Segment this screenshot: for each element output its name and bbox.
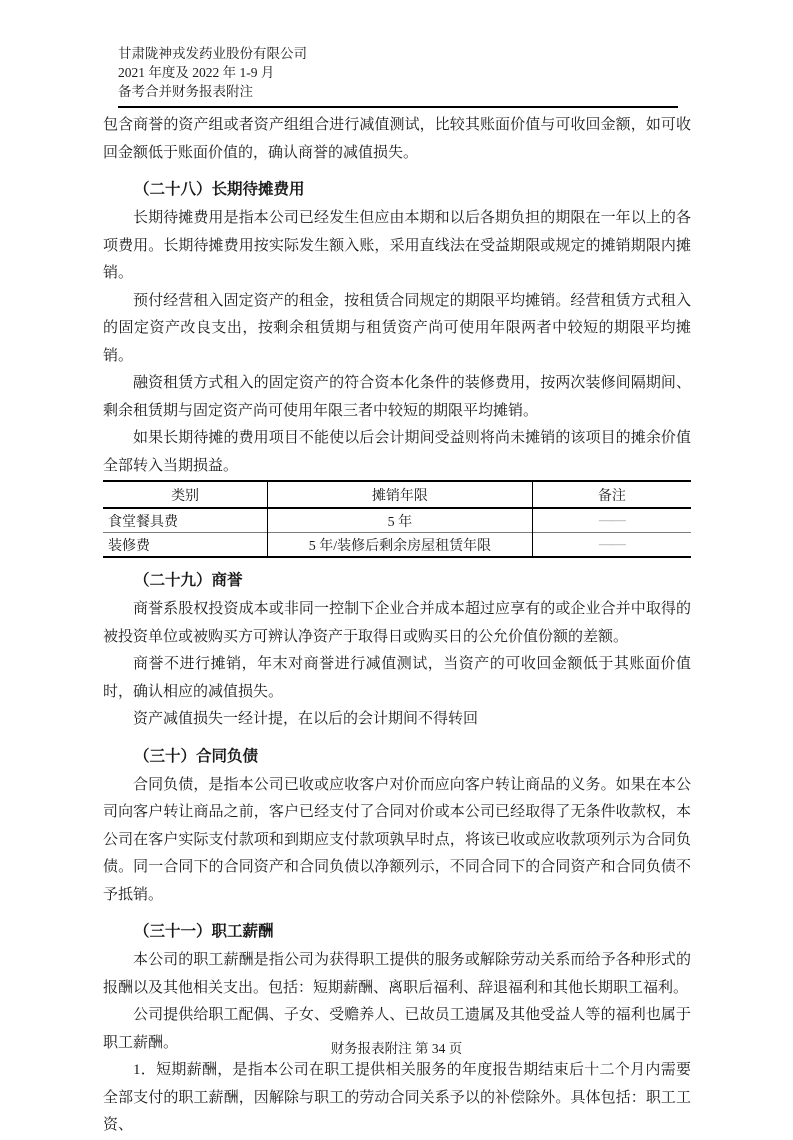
table-cell-period: 5 年/装修后剩余房屋租赁年限 — [268, 533, 533, 558]
paragraph: 预付经营租入固定资产的租金，按租赁合同规定的期限平均摊销。经营租赁方式租入的固定资产改良支出，按剩余租赁期与租赁资产尚可使用年限两者中较短的期限平均摊销。 — [103, 292, 691, 364]
table-cell-note: —— — [598, 512, 625, 528]
paragraph: 如果长期待摊的费用项目不能使以后会计期间受益则将尚未摊销的该项目的摊余价值全部转入当期损益。 — [103, 430, 691, 474]
document-body — [103, 112, 691, 1140]
table-header-row — [103, 481, 691, 508]
report-period: 2021 年度及 2022 年 1-9 月 — [118, 65, 275, 80]
table-cell-category: 装修费 — [103, 533, 268, 558]
paragraph: 本公司的职工薪酬是指公司为获得职工提供的服务或解除劳动关系而给予各种形式的报酬以及其他相关支出。包括：短期薪酬、离职后福利、辞退福利和其他长期职工福利。 — [103, 952, 691, 996]
document-content — [103, 44, 691, 1140]
table-cell-note: —— — [532, 533, 691, 558]
paragraph-goodwill-continuation: 包含商誉的资产组或者资产组组合进行减值测试，比较其账面价值与可收回金额，如可收回金额低于账面价值的，确认商誉的减值损失。 — [103, 117, 691, 161]
document-title: 备考合并财务报表附注 — [118, 84, 253, 99]
table-cell-period: 5 年 — [268, 508, 533, 533]
table-header-note: 备注 — [532, 481, 691, 508]
paragraph: 1．短期薪酬，是指本公司在职工提供相关服务的年度报告期结束后十二个月内需要全部支付的职工薪酬，因解除与职工的劳动合同关系予以的补偿除外。具体包括：职工工资、 — [103, 1062, 691, 1133]
paragraph: 商誉系股权投资成本或非同一控制下企业合并成本超过应享有的或企业合并中取得的被投资单位或被购买方可辨认净资产于取得日或购买日的公允价值份额的差额。 — [103, 601, 691, 645]
paragraph: 长期待摊费用是指本公司已经发生但应由本期和以后各期负担的期限在一年以上的各项费用。长期待摊费用按实际发生额入账，采用直线法在受益期限或规定的摊销期限内摊销。 — [103, 210, 691, 281]
table-header-amortization-period: 摊销年限 — [268, 481, 533, 508]
paragraph: 合同负债，是指本公司已收或应收客户对价而应向客户转让商品的义务。如果在本公司向客户转让商品之前，客户已经支付了合同对价或本公司已经取得了无条件收款权，本公司在客户实际支付款项和到期应支付款项孰早时点，将该已收或应收款项列示为合同负债。同一合同下的合同资产和合同负债以净额列示，不同合同下的合同资产和合同负债不予抵销。 — [103, 776, 691, 903]
table-row — [103, 508, 691, 533]
section-heading-30-contract-liabilities: （三十）合同负债 — [134, 747, 259, 765]
table-row — [103, 533, 691, 558]
amortization-table — [103, 480, 691, 558]
section-heading-31-employee-compensation: （三十一）职工薪酬 — [134, 923, 274, 940]
paragraph: 商誉不进行摊销，年末对商誉进行减值测试，当资产的可收回金额低于其账面价值时，确认相应的减值损失。 — [103, 656, 691, 700]
table-header-category: 类别 — [103, 481, 268, 508]
section-heading-29-goodwill: （二十九）商誉 — [134, 572, 243, 589]
table-cell-category: 食堂餐具费 — [108, 514, 178, 530]
paragraph: 公司提供给职工配偶、子女、受赡养人、已故员工遗属及其他受益人等的福利也属于职工薪酬。 — [103, 1007, 691, 1051]
paragraph: 资产减值损失一经计提，在以后的会计期间不得转回 — [133, 711, 479, 727]
page-footer — [0, 1040, 793, 1058]
document-header — [118, 44, 678, 108]
company-name: 甘肃陇神戎发药业股份有限公司 — [118, 46, 307, 61]
section-heading-28-long-term-deferred-expenses: （二十八）长期待摊费用 — [134, 181, 305, 198]
page-number-label: 财务报表附注 第 34 页 — [330, 1041, 463, 1056]
paragraph: 融资租赁方式租入的固定资产的符合资本化条件的装修费用，按两次装修间隔期间、剩余租赁期与固定资产尚可使用年限三者中较短的期限平均摊销。 — [103, 375, 691, 419]
